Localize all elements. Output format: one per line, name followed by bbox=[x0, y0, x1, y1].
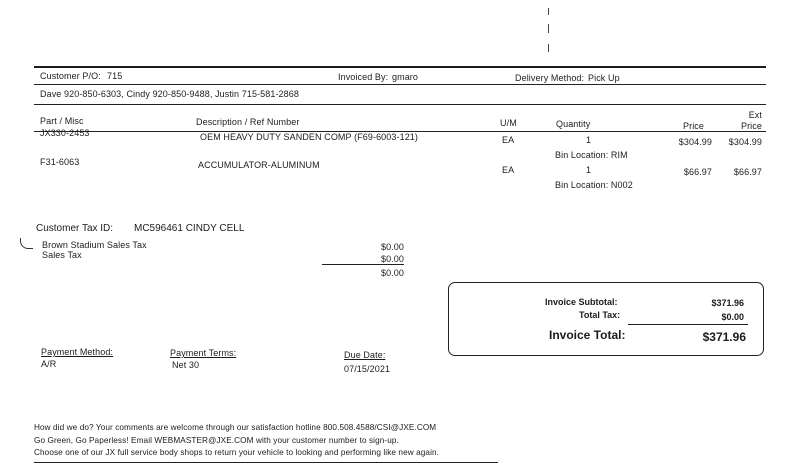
subtotal-value: $371.96 bbox=[711, 298, 744, 308]
item-ext-price: $66.97 bbox=[733, 167, 762, 177]
item-part: F31-6063 bbox=[40, 157, 80, 167]
footer-bodyshop-line: Choose one of our JX full service body shops to return your vehicle to looking and performing like new again. bbox=[34, 448, 440, 457]
scan-mark bbox=[20, 238, 33, 249]
item-bin-location: Bin Location: N002 bbox=[555, 180, 633, 190]
col-ext-price-1: Ext bbox=[748, 110, 762, 120]
total-tax-value: $0.00 bbox=[721, 312, 744, 322]
item-um: EA bbox=[502, 165, 515, 175]
due-date-value: 07/15/2021 bbox=[344, 364, 391, 374]
customer-po-label: Customer P/O: bbox=[40, 71, 101, 81]
due-date-label: Due Date: bbox=[344, 350, 386, 360]
tax-total-amount: $0.00 bbox=[380, 268, 404, 278]
contact-numbers: Dave 920-850-6303, Cindy 920-850-9488, Justin 715-581-2868 bbox=[40, 89, 299, 99]
tax-line-label: Sales Tax bbox=[42, 250, 82, 260]
payment-method-label: Payment Method: bbox=[41, 347, 114, 357]
item-price: $304.99 bbox=[678, 137, 712, 147]
footer-feedback-line: How did we do? Your comments are welcome through our satisfaction hotline 800.508.4588/CSI@JXE.COM bbox=[34, 423, 437, 432]
col-um: U/M bbox=[500, 118, 517, 128]
tax-line-amount: $0.00 bbox=[380, 254, 404, 264]
subtotal-label: Invoice Subtotal: bbox=[545, 297, 618, 307]
item-description: ACCUMULATOR-ALUMINUM bbox=[198, 160, 320, 170]
item-part: JX330-2453 bbox=[40, 128, 90, 138]
col-description: Description / Ref Number bbox=[196, 117, 300, 127]
invoiced-by-label: Invoiced By: bbox=[338, 72, 389, 82]
top-rule bbox=[34, 66, 766, 68]
columns-top-rule bbox=[34, 104, 766, 105]
item-ext-price: $304.99 bbox=[728, 137, 762, 147]
scan-mark bbox=[548, 44, 549, 52]
customer-po-value: 715 bbox=[107, 71, 123, 81]
item-quantity: 1 bbox=[586, 165, 592, 175]
tax-line-label: Brown Stadium Sales Tax bbox=[42, 240, 147, 250]
item-um: EA bbox=[502, 135, 515, 145]
total-tax-label: Total Tax: bbox=[579, 310, 621, 320]
col-ext-price-2: Price bbox=[740, 121, 762, 131]
item-bin-location: Bin Location: RIM bbox=[555, 150, 628, 160]
item-price: $66.97 bbox=[683, 167, 712, 177]
payment-terms-label: Payment Terms: bbox=[170, 348, 237, 358]
totals-rule bbox=[628, 324, 748, 325]
col-quantity: Quantity bbox=[556, 119, 591, 129]
invoice-total-label: Invoice Total: bbox=[549, 328, 626, 342]
scan-mark bbox=[548, 8, 549, 15]
tax-line-amount: $0.00 bbox=[380, 242, 404, 252]
invoiced-by-value: gmaro bbox=[392, 72, 419, 82]
invoice-total-value: $371.96 bbox=[702, 330, 746, 344]
item-quantity: 1 bbox=[586, 135, 592, 145]
item-description: OEM HEAVY DUTY SANDEN COMP (F69-6003-121) bbox=[200, 132, 418, 142]
col-part: Part / Misc bbox=[40, 116, 84, 126]
delivery-method-label: Delivery Method: bbox=[515, 73, 585, 83]
footer-paperless-line: Go Green, Go Paperless! Email WEBMASTER@JXE.COM with your customer number to sign-up. bbox=[34, 436, 399, 445]
payment-terms-value: Net 30 bbox=[172, 360, 200, 370]
col-price: Price bbox=[683, 121, 705, 131]
payment-method-value: A/R bbox=[41, 359, 57, 369]
scan-mark bbox=[548, 24, 549, 33]
header-rule bbox=[34, 84, 766, 85]
customer-tax-id-label: Customer Tax ID: bbox=[36, 223, 114, 234]
customer-tax-id-value: MC596461 CINDY CELL bbox=[134, 223, 245, 234]
delivery-method-value: Pick Up bbox=[588, 73, 620, 83]
bottom-rule bbox=[34, 462, 498, 463]
tax-sum-rule bbox=[322, 264, 404, 265]
